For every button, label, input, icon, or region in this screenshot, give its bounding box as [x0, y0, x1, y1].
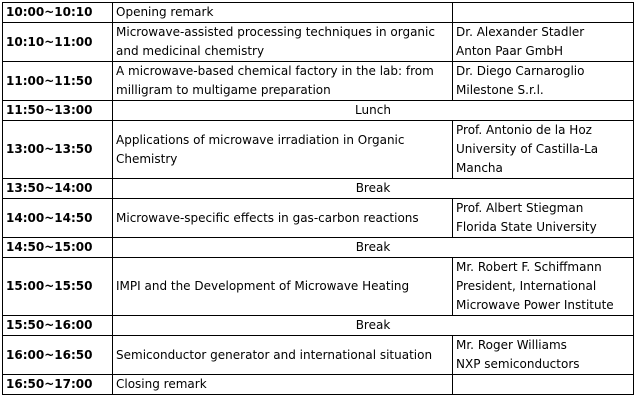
speaker — [453, 258, 634, 316]
time-slot: 15:50~16:00 — [3, 316, 113, 336]
session-title-line: Opening remark — [116, 5, 214, 19]
speaker-line: Mr. Roger Williams — [456, 338, 567, 352]
time-slot: 15:00~15:50 — [3, 258, 113, 316]
session-title-line: A microwave-based chemical factory in the lab: from — [116, 64, 434, 78]
session-title — [113, 62, 453, 101]
speaker — [453, 3, 634, 23]
time-slot: 11:50~13:00 — [3, 101, 113, 121]
speaker — [453, 23, 634, 62]
speaker-line: Mancha — [456, 161, 503, 175]
speaker-line: President, International — [456, 279, 597, 293]
break-label — [113, 316, 634, 336]
session-title-line: IMPI and the Development of Microwave Heating — [116, 279, 410, 293]
speaker-line: Mr. Robert F. Schiffmann — [456, 260, 602, 274]
speaker — [453, 121, 634, 179]
schedule-row — [3, 258, 634, 316]
session-title-line: Chemistry — [116, 151, 178, 166]
schedule-body — [3, 3, 634, 395]
speaker — [453, 199, 634, 238]
session-title-line: Microwave-specific effects in gas-carbon reactions — [116, 210, 419, 225]
session-title — [113, 23, 453, 62]
break-label — [113, 101, 634, 121]
time-slot: 14:50~15:00 — [3, 238, 113, 258]
break-label — [113, 238, 634, 258]
schedule-row — [3, 375, 634, 395]
time-slot: 16:50~17:00 — [3, 375, 113, 395]
schedule-table — [2, 2, 634, 395]
speaker-line: Prof. Antonio de la Hoz — [456, 123, 592, 137]
schedule-row — [3, 3, 634, 23]
session-title — [113, 3, 453, 23]
time-slot: 13:50~14:00 — [3, 179, 113, 199]
session-title — [113, 375, 453, 395]
schedule-row — [3, 199, 634, 238]
session-title — [113, 199, 453, 238]
schedule-break-row — [3, 238, 634, 258]
break-text: Break — [355, 181, 391, 195]
session-title-line: Applications of microwave irradiation in Organic — [116, 132, 405, 147]
speaker-line: Microwave Power Institute — [456, 298, 614, 312]
schedule-row — [3, 62, 634, 101]
schedule-row — [3, 121, 634, 179]
break-text: Lunch — [355, 103, 391, 117]
speaker — [453, 62, 634, 101]
session-title-line: Closing remark — [116, 377, 207, 391]
time-slot: 16:00~16:50 — [3, 336, 113, 375]
speaker-line: Anton Paar GmbH — [456, 44, 564, 58]
session-title-line: milligram to multigame preparation — [116, 83, 331, 97]
break-text: Break — [355, 240, 391, 254]
break-text: Break — [355, 318, 391, 332]
schedule-break-row — [3, 316, 634, 336]
time-slot: 13:00~13:50 — [3, 121, 113, 179]
schedule-row — [3, 23, 634, 62]
session-title-line: Semiconductor generator and international situation — [116, 347, 433, 362]
schedule-break-row — [3, 101, 634, 121]
speaker-line: NXP semiconductors — [456, 357, 580, 371]
time-slot: 10:10~11:00 — [3, 23, 113, 62]
break-label — [113, 179, 634, 199]
speaker-line: Dr. Diego Carnaroglio — [456, 64, 585, 78]
speaker-line: University of Castilla-La — [456, 142, 599, 156]
speaker-line: Dr. Alexander Stadler — [456, 25, 585, 39]
speaker-line: Prof. Albert Stiegman — [456, 201, 584, 215]
schedule-break-row — [3, 179, 634, 199]
speaker — [453, 375, 634, 395]
time-slot: 10:00~10:10 — [3, 3, 113, 23]
time-slot: 14:00~14:50 — [3, 199, 113, 238]
schedule-row — [3, 336, 634, 375]
speaker-line: Milestone S.r.l. — [456, 83, 544, 97]
speaker — [453, 336, 634, 375]
session-title — [113, 336, 453, 375]
session-title — [113, 258, 453, 316]
session-title — [113, 121, 453, 179]
session-title-line: Microwave-assisted processing techniques in organic — [116, 25, 435, 39]
speaker-line: Florida State University — [456, 220, 597, 234]
time-slot: 11:00~11:50 — [3, 62, 113, 101]
session-title-line: and medicinal chemistry — [116, 44, 265, 58]
